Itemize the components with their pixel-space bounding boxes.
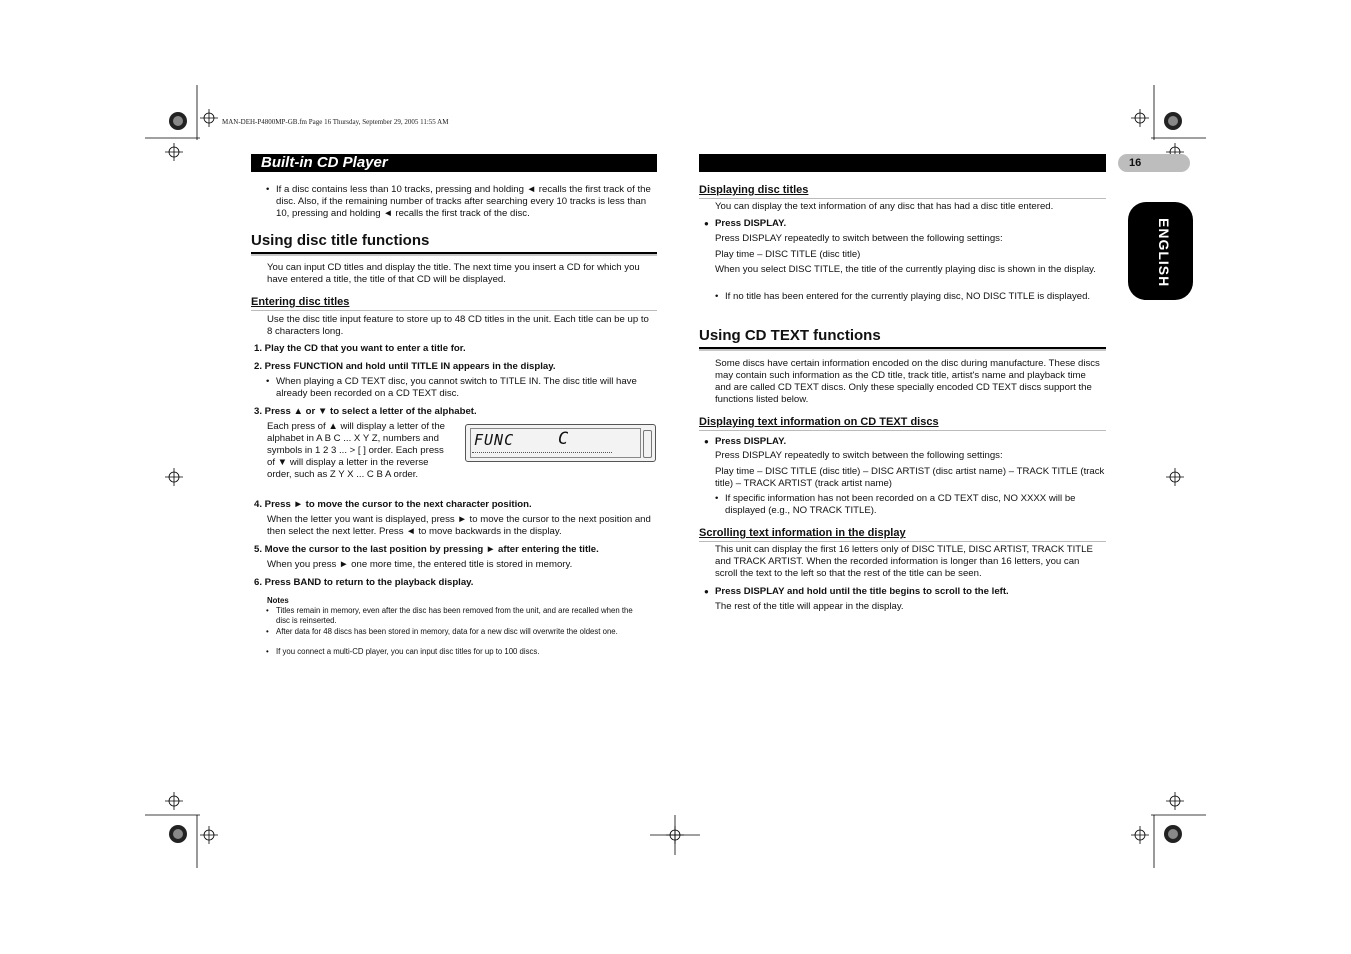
no-xxxx-bullet: • If specific information has not been recorded on a CD TEXT disc, NO XXXX will be displayed (e.g., NO TRACK TITLE). xyxy=(725,493,1103,517)
language-tab-label: ENGLISH xyxy=(1156,218,1172,288)
intro-bullet: • If a disc contains less than 10 tracks, pressing and holding ◄ recalls the first track of the disc. Also, if the remaining number of tracks after searching every 10 tracks is less than 10, pressing and holding ◄ recalls the first track of the disc. xyxy=(276,184,654,220)
scrolling-intro: This unit can display the first 16 letters only of DISC TITLE, DISC ARTIST, TRACK TITLE and TRACK ARTIST. When the recorded information is longer than 16 letters, you can scroll the text to the left so that the rest of the title can be seen. xyxy=(715,544,1093,579)
heading-scrolling: Scrolling text information in the display xyxy=(699,527,906,539)
step-2: 2. Press FUNCTION and hold until TITLE IN appears in the display. xyxy=(254,361,556,372)
step-5-body: When you press ► one more time, the entered title is stored in memory. xyxy=(267,559,573,570)
note-3: • If you connect a multi-CD player, you can input disc titles for up to 100 discs. xyxy=(276,647,636,657)
section-title-bar xyxy=(251,154,657,172)
step-6: 6. Press BAND to return to the playback display. xyxy=(254,577,474,588)
heading-text-info: Displaying text information on CD TEXT discs xyxy=(699,416,939,428)
page-number xyxy=(1118,154,1190,172)
lcd-side-knob xyxy=(643,430,652,458)
subheading-rule xyxy=(699,198,1106,199)
lcd-blinking-char: C xyxy=(558,429,569,449)
press-display-1: ● Press DISPLAY. xyxy=(715,218,786,230)
press-display-2: ● Press DISPLAY. xyxy=(715,436,786,448)
subheading-rule xyxy=(699,430,1106,431)
step-4-body: When the letter you want is displayed, press ► to move the cursor to the next position and then select the next letter. Press ◄ to move backwards in the display. xyxy=(267,514,651,537)
settings-1: Play time – DISC TITLE (disc title) xyxy=(715,249,861,260)
heading-cdtext: Using CD TEXT functions xyxy=(699,327,881,344)
subheading-rule xyxy=(699,541,1106,542)
no-title-bullet: • If no title has been entered for the currently playing disc, NO DISC TITLE is displayed. xyxy=(725,291,1103,303)
when-select: When you select DISC TITLE, the title of the currently playing disc is shown in the display. xyxy=(715,264,1096,275)
step-4: 4. Press ► to move the cursor to the next character position. xyxy=(254,499,532,510)
rest-appears: The rest of the title will appear in the display. xyxy=(715,601,904,612)
step-3-body: Each press of ▲ will display a letter of the alphabet in A B C ... X Y Z, numbers and symbols in 1 2 3 ... > [ ] order. Each press of ▼ will display a letter in the reverse order, such as Z Y X ... C B A order. xyxy=(267,421,445,480)
heading-disc-title: Using disc title functions xyxy=(251,232,430,249)
notes-label: Notes xyxy=(267,596,289,605)
subheading-rule xyxy=(251,310,657,311)
note-2: • After data for 48 discs has been stored in memory, data for a new disc will overwrite the oldest one. xyxy=(276,627,636,637)
press-hold: ● Press DISPLAY and hold until the title begins to scroll to the left. xyxy=(715,586,1009,598)
cdtext-intro: Some discs have certain information encoded on the disc during manufacture. These discs may contain such information as the CD title, track title, artist's name and playback time and are called CD TEXT discs. Only these specially encoded CD TEXT discs support the functions listed below. xyxy=(715,358,1100,405)
language-tab xyxy=(1128,202,1193,300)
heading-displaying: Displaying disc titles xyxy=(699,184,809,196)
lcd-display-illustration xyxy=(465,424,656,462)
repeat-2: Press DISPLAY repeatedly to switch between the following settings: xyxy=(715,450,1003,461)
disc-title-intro: You can input CD titles and display the title. The next time you insert a CD for which you have entered a title, the title of that CD will be displayed. xyxy=(267,262,640,285)
lcd-func-text: FUNC xyxy=(474,431,515,449)
heading-entering: Entering disc titles xyxy=(251,296,350,308)
heading-rule xyxy=(251,252,657,256)
heading-rule xyxy=(699,347,1106,351)
step-1: 1. Play the CD that you want to enter a title for. xyxy=(254,343,466,354)
file-header-line: MAN-DEH-P4800MP-GB.fm Page 16 Thursday, September 29, 2005 11:55 AM xyxy=(222,118,449,126)
lcd-indicator-row xyxy=(472,452,612,453)
step-3: 3. Press ▲ or ▼ to select a letter of the alphabet. xyxy=(254,406,477,417)
displaying-intro: You can display the text information of any disc that has had a disc title entered. xyxy=(715,201,1054,212)
step-5: 5. Move the cursor to the last position by pressing ► after entering the title. xyxy=(254,544,599,555)
step-2-bullet: • When playing a CD TEXT disc, you cannot switch to TITLE IN. The disc title will have already been recorded on a CD TEXT disc. xyxy=(276,376,656,400)
section-title: Built-in CD Player xyxy=(261,154,388,171)
settings-2: Play time – DISC TITLE (disc title) – DISC ARTIST (disc artist name) – TRACK TITLE (track title) – TRACK ARTIST (track artist name) xyxy=(715,466,1105,489)
page-number-text: 16 xyxy=(1129,157,1142,169)
note-1: • Titles remain in memory, even after the disc has been removed from the unit, and are recalled when the disc is reinserted. xyxy=(276,606,636,626)
section-bar-right xyxy=(699,154,1106,172)
repeat-1: Press DISPLAY repeatedly to switch between the following settings: xyxy=(715,233,1003,244)
entering-intro: Use the disc title input feature to store up to 48 CD titles in the unit. Each title can be up to 8 characters long. xyxy=(267,314,649,337)
